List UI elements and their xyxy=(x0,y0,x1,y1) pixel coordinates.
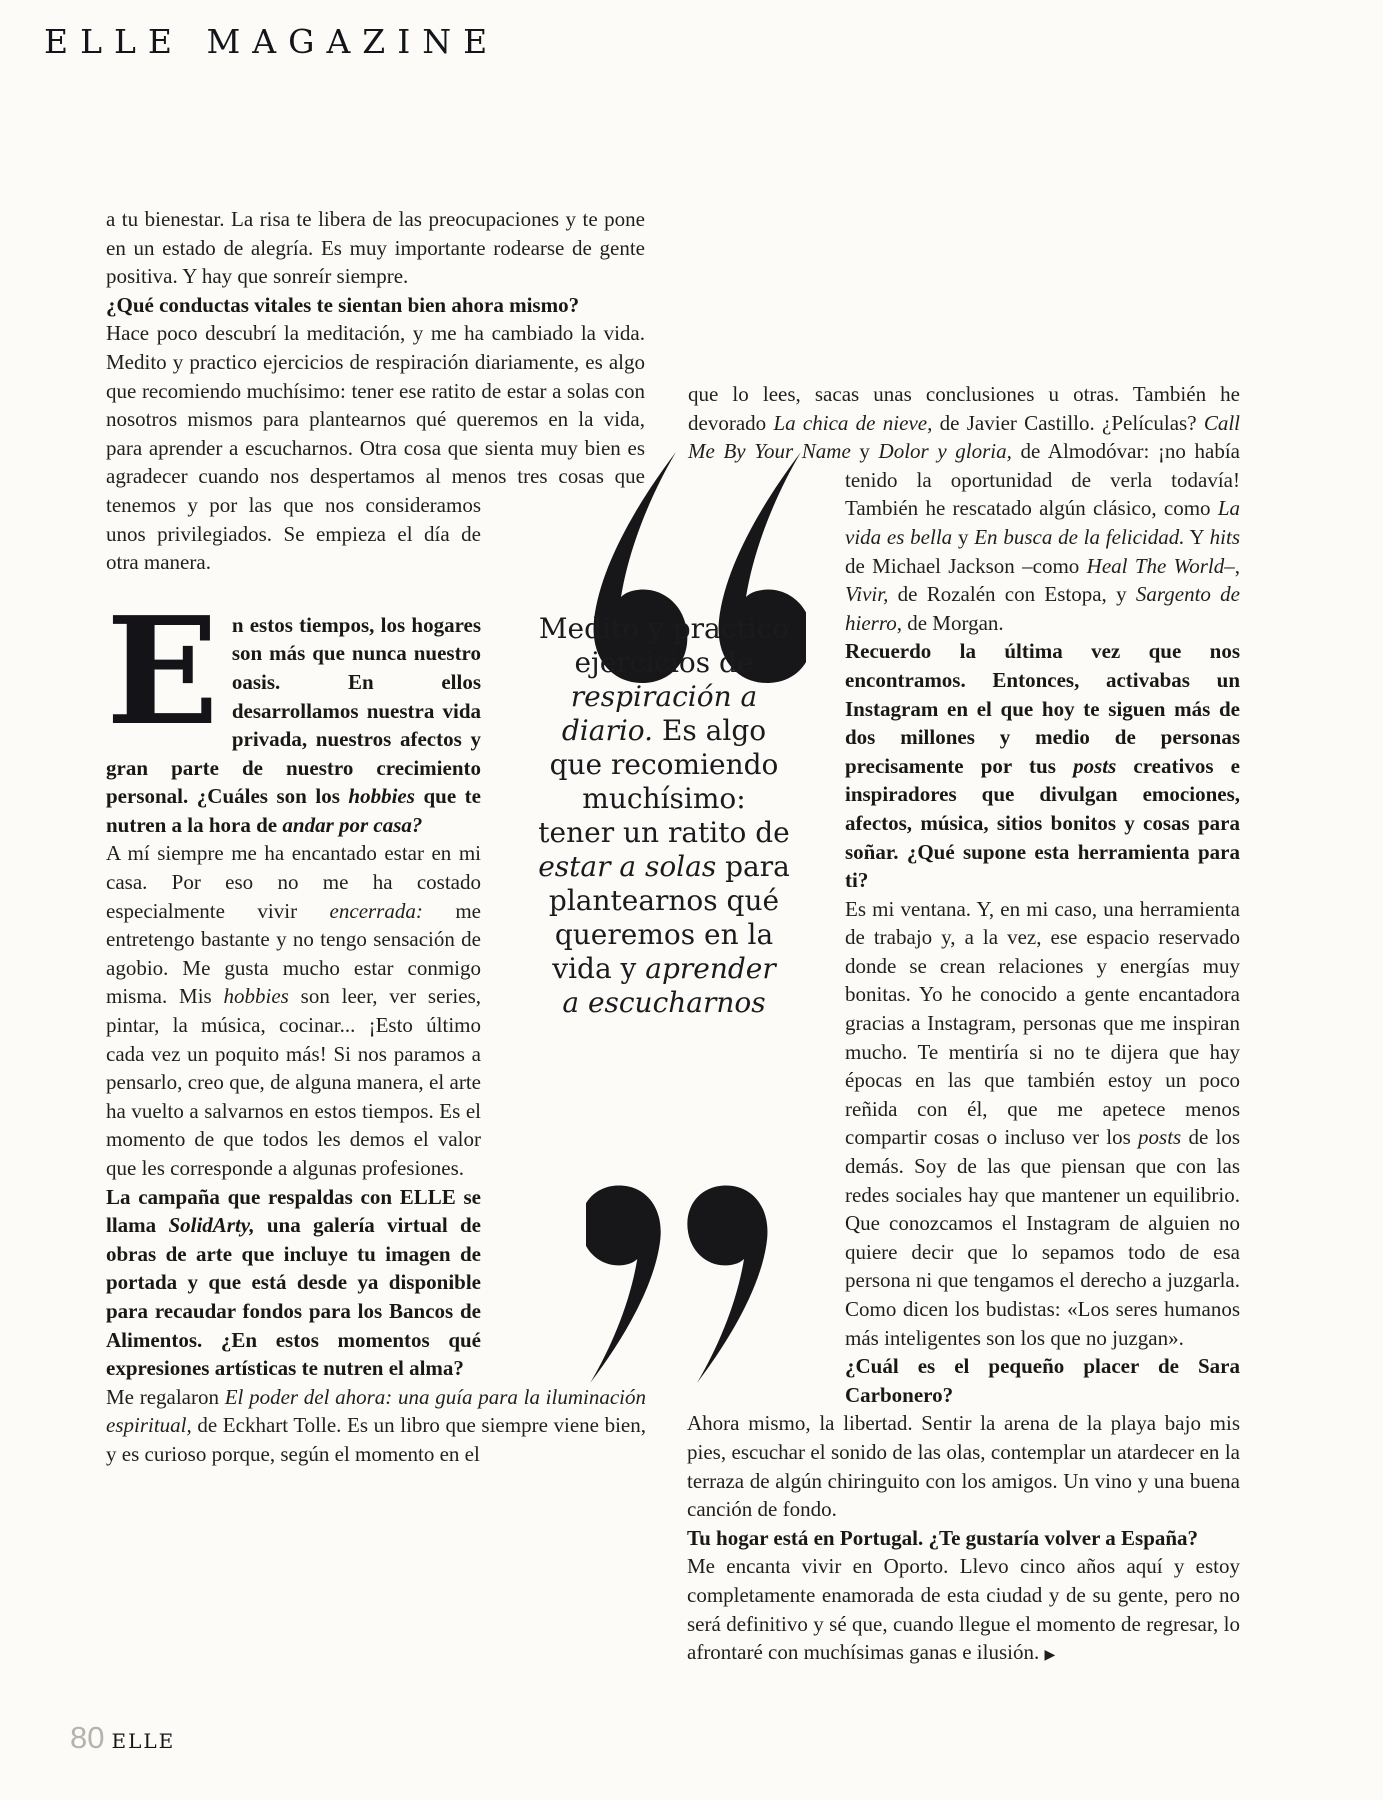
layout-spacer xyxy=(687,494,845,1384)
text-run: Es algo xyxy=(653,714,767,747)
text-run: ¿Qué conductas vitales te sientan bien ahora mismo? xyxy=(106,292,580,317)
text-run: Me regalaron xyxy=(106,1384,225,1409)
text-run: a escucharnos xyxy=(562,986,766,1019)
masthead xyxy=(44,22,499,61)
text-run: ejercicios de xyxy=(574,646,754,679)
magazine-title: ELLE MAGAZINE xyxy=(44,22,500,61)
text-run: hobbies xyxy=(348,784,415,809)
interview-answer xyxy=(687,1409,1240,1523)
text-run: que recomiendo xyxy=(549,748,779,781)
text-run: queremos en la xyxy=(554,918,774,951)
text-run: de Rozalén con Estopa, y xyxy=(888,582,1136,607)
text-run: de los demás. Soy de las que piensan que con las redes sociales hay que mantener un equilibrio. Que conozcamos el Instagram de alguien no quiere decir que lo sepamos todo de esa persona ni que tengamos el derecho a juzgarla. Como dicen los budistas: «Los seres humanos más inteligentes son los que no juzgan». xyxy=(845,1125,1240,1350)
text-run: vida y xyxy=(552,952,646,985)
text-run: Hace poco descubrí la meditación, y me ha cambiado la vida. Medito y practico ejercicios de respiración diariamente, es algo que recomiendo muchísimo: tener ese ratito de estar a solas con nosotros mismos para plantearnos qué queremos en la vida, para aprender a escucharnos. Otra cosa que sienta muy bien es agradecer cuando nos despertamos al menos tres cosas que tenemos y por las que nos consideramos unos privilegiados. Se empieza el día de otra manera. xyxy=(106,321,645,575)
text-run: de Eckhart Tolle. Es un libro que siempre viene bien, y es curioso porque, según el momento en el xyxy=(106,1413,646,1466)
text-run: que te nutren a la hora de xyxy=(106,784,481,837)
text-run: Medito y practico xyxy=(538,612,790,645)
text-run: aprender xyxy=(645,952,776,985)
text-run: ¿Cuál es el pequeño placer de Sara Carbonero? xyxy=(845,1354,1240,1407)
text-run: La vida es bella xyxy=(845,496,1240,549)
text-run: de Michael Jackson –como xyxy=(845,553,1087,578)
text-run: a tu bienestar. La risa te libera de las preocupaciones y te pone en un estado de alegría. Es muy importante rodearse de gente positiva. Y hay que sonreír siempre. xyxy=(106,207,645,289)
interview-answer xyxy=(106,1383,646,1469)
text-run: Sargento de hierro xyxy=(845,582,1241,635)
text-run: La chica de nieve, xyxy=(773,410,933,435)
text-run: de Javier Castillo. ¿Películas? xyxy=(932,410,1204,435)
text-run: estar a solas xyxy=(538,850,717,883)
text-run: La campaña que respaldas con ELLE se llama xyxy=(106,1184,481,1238)
text-run: , xyxy=(1234,553,1240,578)
interview-question xyxy=(687,1524,1240,1553)
text-run: muchísimo: xyxy=(582,782,746,815)
text-run: Me encanta vivir en Oporto. Llevo cinco años aquí y estoy completamente enamorada de esta ciudad y de su gente, pero no será definitivo y sé que, cuando llegue el momento de regresar, lo afrontaré con muchísimas ganas e ilusión. xyxy=(687,1554,1240,1665)
drop-cap-letter: E xyxy=(106,583,219,758)
text-run: respiración a xyxy=(570,680,758,713)
text-run: Dolor y gloria, xyxy=(878,439,1012,464)
text-run: Y xyxy=(1184,524,1210,549)
text-run: Vivir, xyxy=(845,582,889,607)
text-run: Tu hogar está en Portugal. ¿Te gustaría volver a España? xyxy=(687,1525,1199,1550)
text-run: plantearnos qué xyxy=(548,884,780,917)
text-run: andar por casa? xyxy=(282,812,423,837)
text-run: encerrada: xyxy=(329,898,423,923)
article-right-column xyxy=(687,380,1240,1671)
text-run: me entretengo bastante y no tengo sensación de agobio. Me gusta mucho estar conmigo misma. Mis xyxy=(106,898,481,1009)
text-run: son leer, ver series, pintar, la música, cocinar... ¡Esto último cada vez un poquito más! Si nos paramos a pensarlo, creo que, de alguna manera, el arte ha vuelto a salvarnos en estos tiempos. Es el momento de que todos les demos el valor que les corresponde a algunas profesiones. xyxy=(106,984,481,1180)
interview-answer xyxy=(106,205,646,291)
text-run: Call Me By Your Name xyxy=(688,410,1240,464)
text-run: Ahora mismo, la libertad. Sentir la arena de la playa bajo mis pies, escuchar el sonido de las olas, contemplar un atardecer en la terraza de algún chiringuito con los amigos. Un vino y una buena canción de fondo. xyxy=(687,1411,1240,1522)
text-run: diario. xyxy=(561,714,654,747)
text-run: y xyxy=(850,439,879,464)
text-run: Es mi ventana. Y, en mi caso, una herramienta de trabajo y, a la vez, ese espacio reservado donde se crean relaciones y energías muy bonitas. Yo he conocido a gente encantadora gracias a Instagram, personas que me inspiran mucho. Te mentiría si no te dijera que hay épocas en las que también estoy un poco reñida con él, que me apetece menos compartir cosas o incluso ver los xyxy=(845,896,1240,1150)
text-run: , de Morgan. xyxy=(896,610,1004,635)
text-run: una galería virtual de obras de arte que incluye tu imagen de portada y que está desde ya disponible para recaudar fondos para los Bancos de Alimentos. ¿En estos momentos qué expresiones artísticas te nutren el alma? xyxy=(106,1213,481,1381)
text-run: Recuerdo la última vez que nos encontramos. Entonces, activabas un Instagram en el que hoy te siguen más de dos millones y medio de personas precisamente por tus xyxy=(845,639,1240,778)
text-run: SolidArty, xyxy=(168,1213,255,1238)
text-run: El poder del ahora: una guía para la iluminación espiritual, xyxy=(106,1384,646,1438)
text-run: creativos e inspiradores que divulgan emociones, afectos, música, sitios bonitos y cosas para soñar. ¿Qué supone esta herramienta para ti? xyxy=(845,753,1240,893)
text-run: hits xyxy=(1209,524,1241,549)
text-run: y xyxy=(952,524,975,549)
text-run: n estos tiempos, los hogares son más que nunca nuestro oasis. En ellos desarrollamos nuestra vida privada, nuestros afectos y gran parte de nuestro crecimiento personal. ¿Cuáles son los xyxy=(106,612,481,809)
text-run: tener un ratito de xyxy=(538,816,790,849)
page-number: 80 xyxy=(70,1720,105,1755)
interview-question xyxy=(106,291,646,320)
interview-answer xyxy=(687,1552,1240,1670)
text-run: para xyxy=(716,850,790,883)
text-run: posts xyxy=(1073,753,1117,778)
text-run: que lo lees, sacas unas conclusiones u otras. También he devorado xyxy=(688,382,1240,435)
text-run: posts xyxy=(1138,1125,1182,1150)
text-run: A mí siempre me ha encantado estar en mi casa. Por eso no me ha costado especialmente vivir xyxy=(106,841,481,923)
text-run: En busca de la felicidad. xyxy=(974,524,1185,549)
continuation-arrow-icon: ▶ xyxy=(1044,1648,1056,1664)
text-run: de Almodóvar: ¡no había tenido la oportunidad de verla todavía! También he rescatado algún clásico, como xyxy=(845,439,1240,521)
brand-name: ELLE xyxy=(111,1729,176,1753)
page-footer xyxy=(70,1720,175,1756)
text-run: Heal The World– xyxy=(1086,553,1235,578)
text-run: hobbies xyxy=(223,984,289,1009)
